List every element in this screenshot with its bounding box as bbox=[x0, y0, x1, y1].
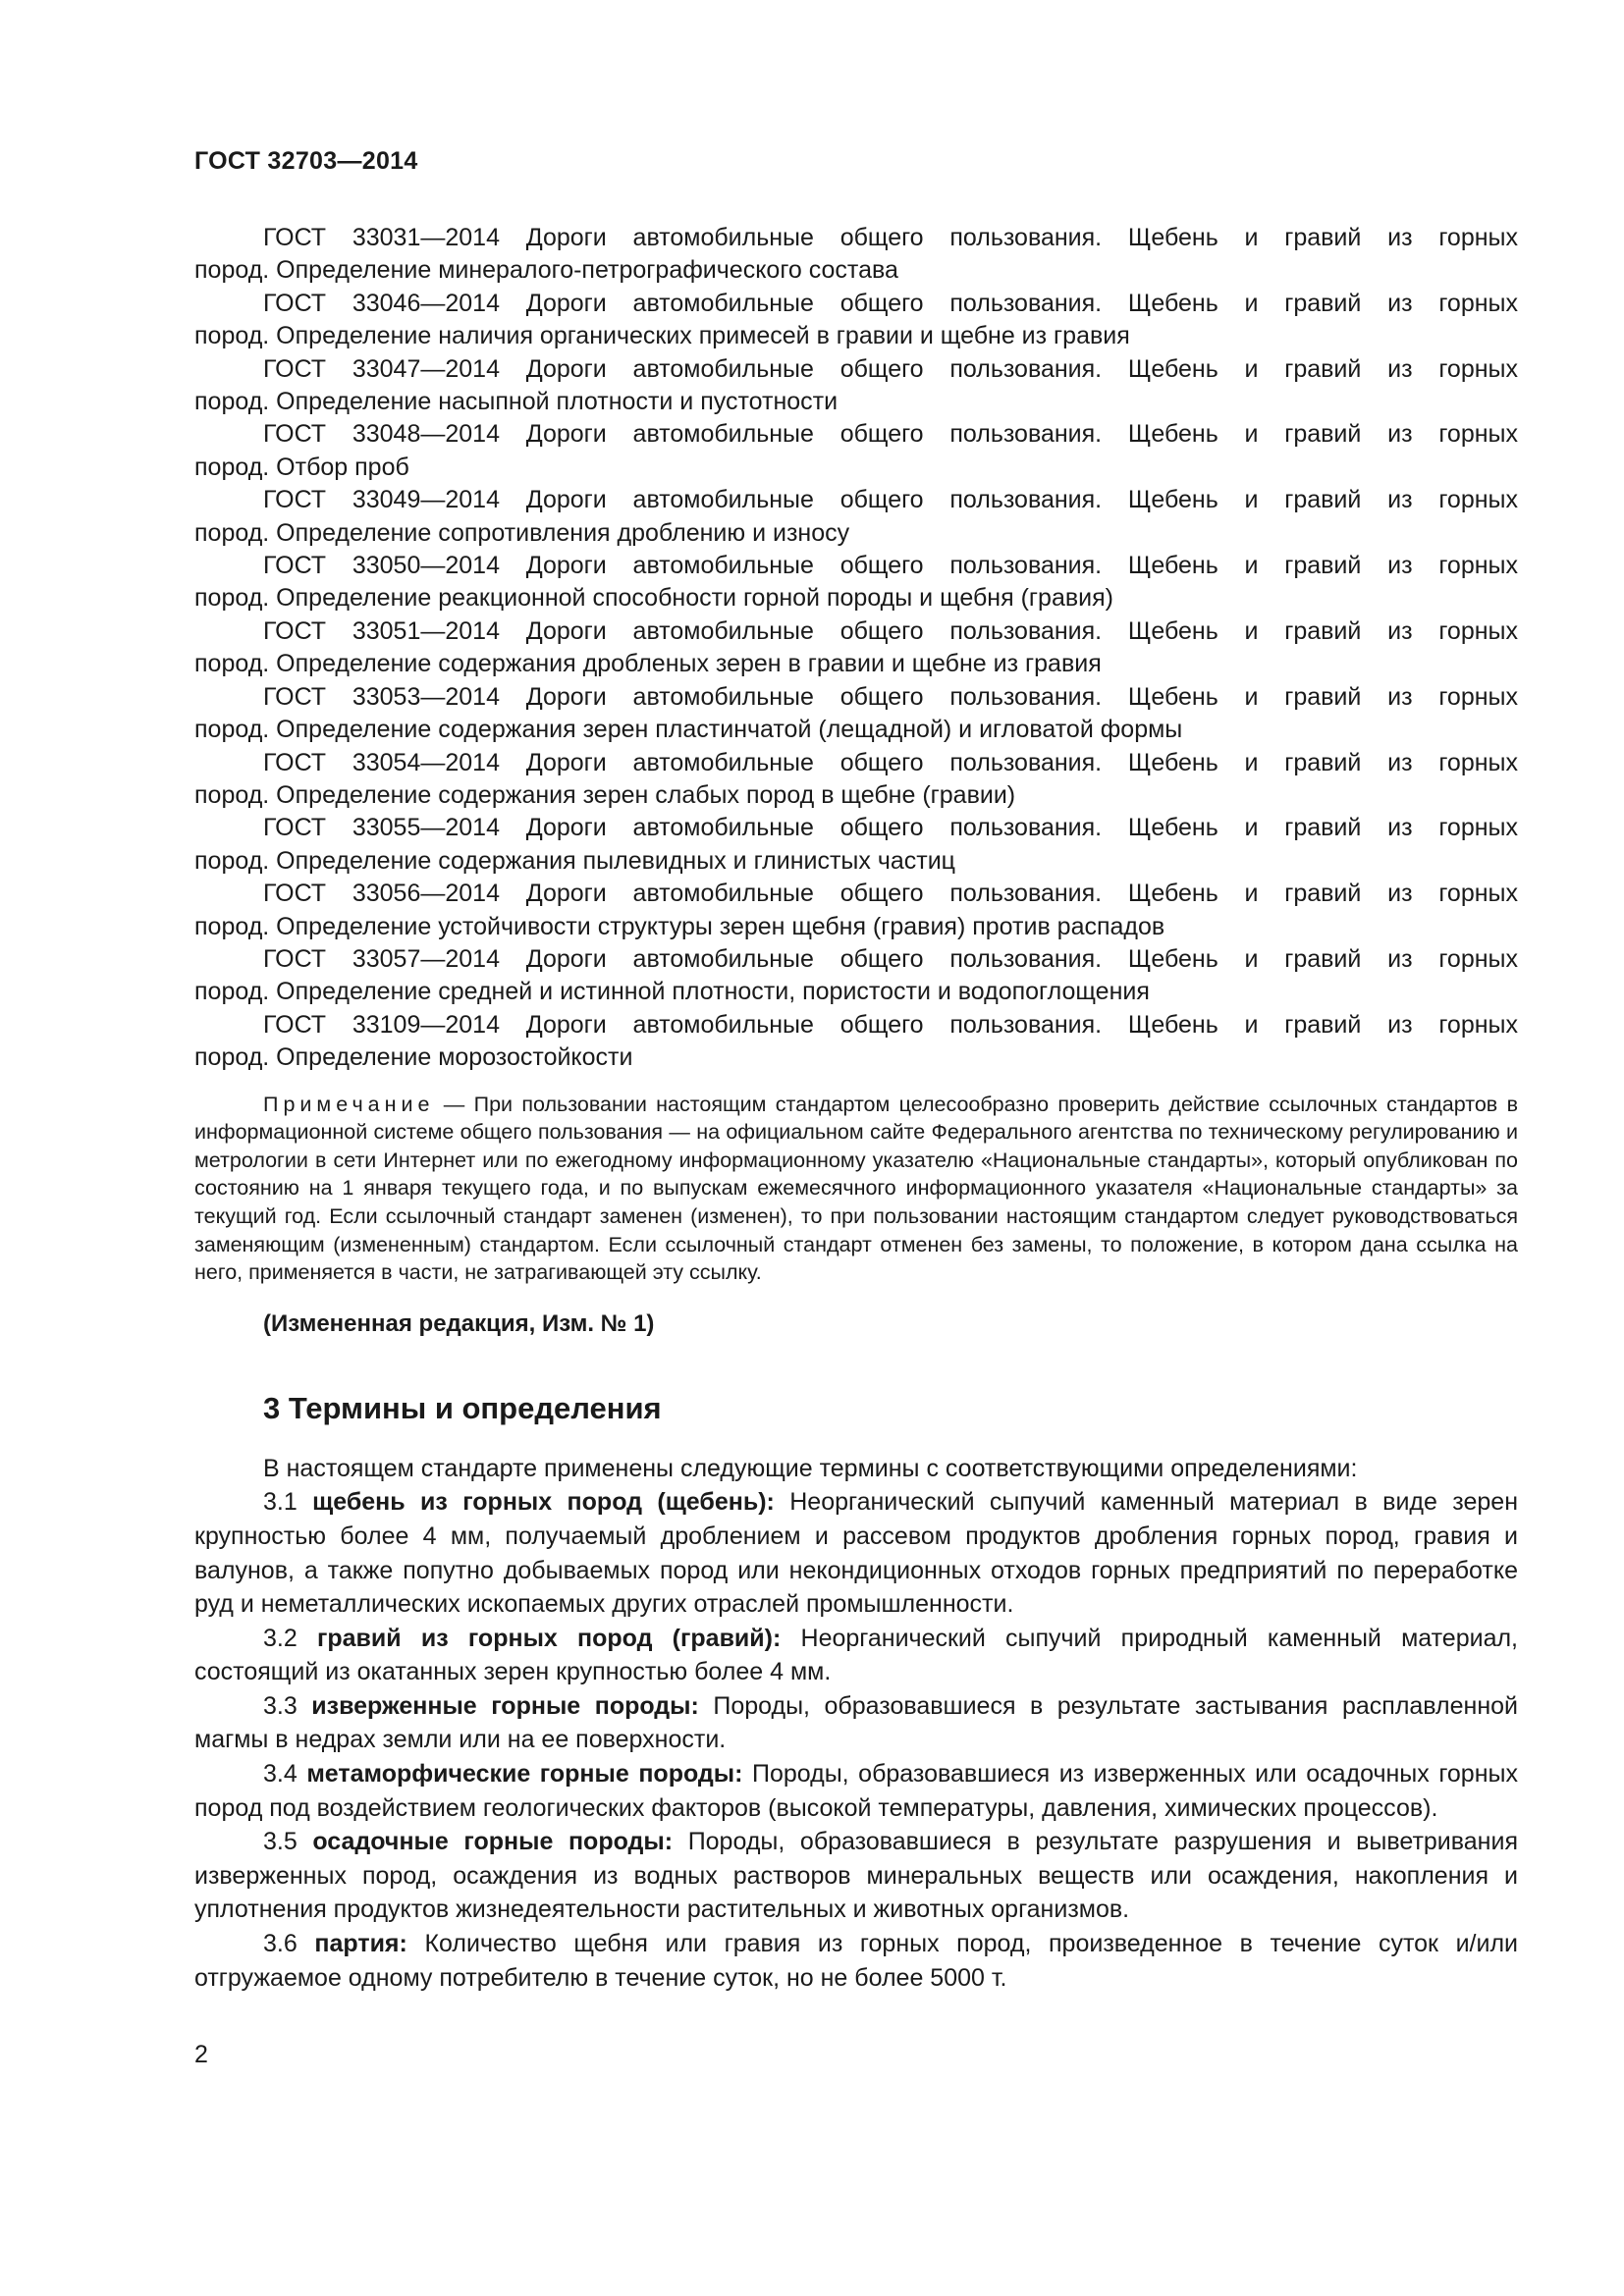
reference-line-1: ГОСТ 33057—2014 Дороги автомобильные общего пользования. Щебень и гравий из горных bbox=[263, 944, 1518, 973]
document-header: ГОСТ 32703—2014 bbox=[194, 147, 418, 175]
reference-line-1: ГОСТ 33049—2014 Дороги автомобильные общего пользования. Щебень и гравий из горных bbox=[263, 486, 1518, 514]
reference-line-1: ГОСТ 33055—2014 Дороги автомобильные общего пользования. Щебень и гравий из горных bbox=[263, 814, 1518, 842]
reference-line-2: пород. Определение содержания дробленых зерен в гравии и щебне из гравия bbox=[194, 650, 1102, 678]
note-lead: Примечание bbox=[263, 1092, 435, 1116]
reference-item bbox=[194, 288, 1518, 353]
reference-item bbox=[194, 812, 1518, 878]
reference-line-2: пород. Определение устойчивости структуры зерен щебня (гравия) против распадов bbox=[194, 912, 1165, 940]
reference-line-2: пород. Определение наличия органических примесей в гравии и щебне из гравия bbox=[194, 322, 1130, 350]
reference-line-2: пород. Определение содержания зерен слабых пород в щебне (гравии) bbox=[194, 780, 1016, 809]
term-name: осадочные горные породы: bbox=[312, 1828, 674, 1856]
term-paragraph bbox=[194, 1485, 1518, 1621]
reference-line-1: ГОСТ 33051—2014 Дороги автомобильные общего пользования. Щебень и гравий из горных bbox=[263, 616, 1518, 645]
reference-item bbox=[194, 550, 1518, 615]
reference-item bbox=[194, 484, 1518, 550]
term-paragraph bbox=[194, 1689, 1518, 1757]
term-definition: Породы, образовавшиеся в результате застывания расплавленной магмы в недрах земли или на ее поверхности. bbox=[194, 1691, 1518, 1754]
section-title: 3 Термины и определения bbox=[263, 1390, 662, 1425]
term-number: 3.3 bbox=[263, 1691, 298, 1720]
reference-line-2: пород. Определение средней и истинной плотности, пористости и водопоглощения bbox=[194, 978, 1150, 1006]
reference-item bbox=[194, 615, 1518, 681]
page-number: 2 bbox=[194, 2041, 208, 2068]
reference-line-2: пород. Определение содержания зерен пластинчатой (лещадной) и игловатой формы bbox=[194, 716, 1183, 744]
reference-line-1: ГОСТ 33050—2014 Дороги автомобильные общего пользования. Щебень и гравий из горных bbox=[263, 552, 1518, 580]
changed-edition-label: (Измененная редакция, Изм. № 1) bbox=[263, 1309, 655, 1337]
reference-line-1: ГОСТ 33109—2014 Дороги автомобильные общего пользования. Щебень и гравий из горных bbox=[263, 1010, 1518, 1039]
term-definition: Неорганический сыпучий каменный материал в виде зерен крупностью более 4 мм, получаемый дроблением и рассевом продуктов дробления горных пород, гравия и валунов, а также попутно добываемых пород или некондиционных отходов горных предприятий по переработке руд и неметаллических ископаемых других отраслей промышленности. bbox=[194, 1488, 1518, 1619]
reference-line-2: пород. Определение сопротивления дроблению и износу bbox=[194, 518, 850, 547]
reference-line-2: пород. Определение содержания пылевидных и глинистых частиц bbox=[194, 846, 955, 875]
term-name: щебень из горных пород (щебень): bbox=[312, 1488, 775, 1517]
term-definition: Породы, образовавшиеся из изверженных или осадочных горных пород под воздействием геологических факторов (высокой температуры, давления, химических процессов). bbox=[194, 1760, 1518, 1822]
reference-item bbox=[194, 353, 1518, 419]
reference-item bbox=[194, 222, 1518, 288]
note-block bbox=[194, 1091, 1518, 1287]
term-paragraph bbox=[194, 1825, 1518, 1927]
reference-line-2: пород. Определение минералого-петрографического состава bbox=[194, 256, 898, 285]
reference-item bbox=[194, 747, 1518, 813]
reference-line-1: ГОСТ 33048—2014 Дороги автомобильные общего пользования. Щебень и гравий из горных bbox=[263, 420, 1518, 449]
reference-line-1: ГОСТ 33031—2014 Дороги автомобильные общего пользования. Щебень и гравий из горных bbox=[263, 224, 1518, 251]
term-number: 3.4 bbox=[263, 1760, 298, 1789]
reference-item bbox=[194, 418, 1518, 484]
term-number: 3.5 bbox=[263, 1828, 298, 1856]
reference-item bbox=[194, 1009, 1518, 1075]
reference-line-1: ГОСТ 33046—2014 Дороги автомобильные общего пользования. Щебень и гравий из горных bbox=[263, 289, 1518, 317]
term-name: партия: bbox=[314, 1930, 407, 1958]
term-name: гравий из горных пород (гравий): bbox=[316, 1624, 782, 1652]
section-intro: В настоящем стандарте применены следующие термины с соответствующими определениями: bbox=[263, 1454, 1358, 1482]
note-text: — При пользовании настоящим стандартом целесообразно проверить действие ссылочных стандартов в информационной системе общего пользования — на официальном сайте Федерального агентства по техническому регулированию и метрологии в сети Интернет или по ежегодному информационному указателю «Национальные стандарты», который опубликован по состоянию на 1 января текущего года, и по выпускам ежемесячного информационного указателя «Национальные стандарты» за текущий год. Если ссылочный стандарт заменен (изменен), то при пользовании настоящим стандартом следует руководствоваться заменяющим (измененным) стандартом. Если ссылочный стандарт отменен без замены, то положение, в котором дана ссылка на него, применяется в части, не затрагивающей эту ссылку. bbox=[194, 1092, 1518, 1285]
term-name: изверженные горные породы: bbox=[311, 1691, 699, 1720]
term-definition: Количество щебня или гравия из горных пород, произведенное в течение суток и/или отгружаемое одному потребителю в течение суток, но не более 5000 т. bbox=[194, 1930, 1519, 1992]
body-column bbox=[194, 222, 1518, 1995]
reference-item bbox=[194, 878, 1518, 943]
reference-line-2: пород. Определение морозостойкости bbox=[194, 1043, 633, 1072]
reference-line-1: ГОСТ 33056—2014 Дороги автомобильные общего пользования. Щебень и гравий из горных bbox=[263, 880, 1518, 908]
references-list bbox=[194, 222, 1518, 1075]
term-number: 3.2 bbox=[263, 1624, 298, 1652]
term-name: метаморфические горные породы: bbox=[306, 1760, 743, 1789]
reference-line-1: ГОСТ 33047—2014 Дороги автомобильные общего пользования. Щебень и гравий из горных bbox=[263, 354, 1518, 383]
reference-line-1: ГОСТ 33054—2014 Дороги автомобильные общего пользования. Щебень и гравий из горных bbox=[263, 748, 1518, 776]
reference-item bbox=[194, 943, 1518, 1009]
term-number: 3.1 bbox=[263, 1488, 298, 1517]
term-paragraph bbox=[194, 1622, 1518, 1689]
term-definition: Породы, образовавшиеся в результате разрушения и выветривания изверженных пород, осаждения из водных растворов минеральных веществ или осаждения, накопления и уплотнения продуктов жизнедеятельности растительных и животных организмов. bbox=[194, 1828, 1518, 1924]
term-definition: Неорганический сыпучий природный каменный материал, состоящий из окатанных зерен крупностью более 4 мм. bbox=[194, 1624, 1519, 1686]
reference-line-1: ГОСТ 33053—2014 Дороги автомобильные общего пользования. Щебень и гравий из горных bbox=[263, 682, 1518, 711]
reference-line-2: пород. Отбор проб bbox=[194, 453, 409, 481]
reference-line-2: пород. Определение насыпной плотности и пустотности bbox=[194, 388, 839, 416]
term-paragraph bbox=[194, 1927, 1518, 1995]
reference-line-2: пород. Определение реакционной способности горной породы и щебня (гравия) bbox=[194, 584, 1113, 613]
term-number: 3.6 bbox=[263, 1930, 298, 1958]
term-paragraph bbox=[194, 1757, 1518, 1825]
reference-item bbox=[194, 681, 1518, 747]
